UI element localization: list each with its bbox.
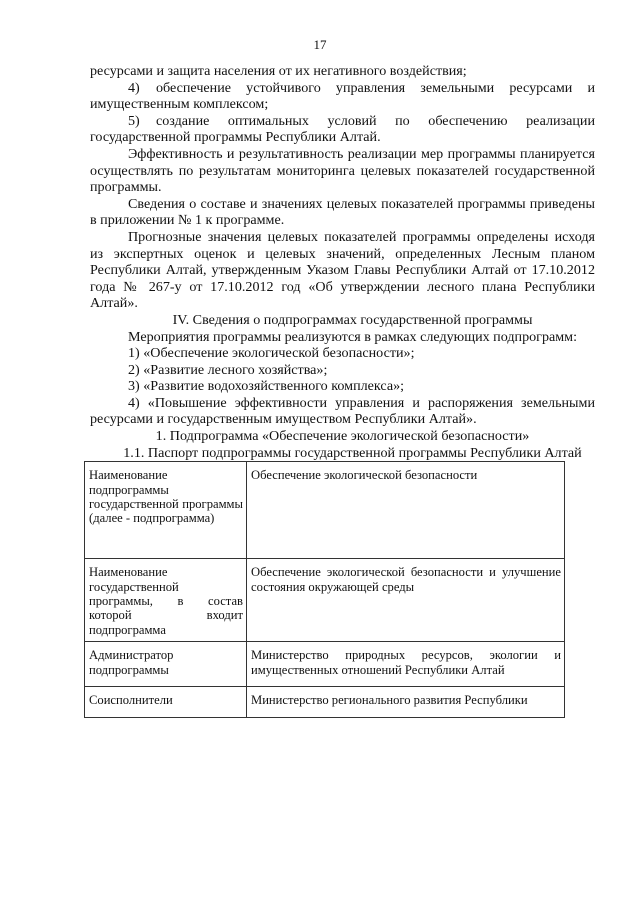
section-heading: IV. Сведения о подпрограммах государственной программы xyxy=(172,311,533,328)
subprogram-heading: 1. Подпрограмма «Обеспечение экологической безопасности» xyxy=(155,428,530,445)
paragraph-indicators: Сведения о составе и значениях целевых показателей программы приведены в приложении № 1 к программе. xyxy=(90,195,595,229)
passport-table xyxy=(84,461,565,718)
subprogram-list-item: 3) «Развитие водохозяйственного комплекса»; xyxy=(128,378,405,395)
list-item-text: создание оптимальных условий по обеспечению реализации xyxy=(156,112,595,129)
passport-heading: 1.1. Паспорт подпрограммы государственной программы Республики Алтай xyxy=(123,444,582,461)
table-row xyxy=(85,687,565,718)
list-item-continuation: имущественным комплексом; xyxy=(90,96,269,113)
document-body xyxy=(90,63,595,718)
table-cell-label: Соисполнители xyxy=(85,687,247,718)
subprogram-list-item: 4) «Повышение эффективности управления и распоряжения земельными ресурсами и государственным имуществом Республики Алтай». xyxy=(90,394,595,428)
list-item xyxy=(90,113,595,130)
table-cell-label: Наименование государственной программы, в состав которой входит подпрограмма xyxy=(85,559,247,642)
subprogram-list-item: 1) «Обеспечение экологической безопасности»; xyxy=(128,345,415,362)
paragraph-efficiency: Эффективность и результативность реализации мер программы планируется осуществлять по результатам мониторинга целевых показателей государственной программы. xyxy=(90,145,595,196)
table-cell-label: Администратор подпрограммы xyxy=(85,642,247,687)
page-number: 17 xyxy=(313,37,327,52)
table-cell-value: Обеспечение экологической безопасности и улучшение состояния окружающей среды xyxy=(247,559,565,642)
list-item-continuation: государственной программы Республики Алтай. xyxy=(90,129,381,146)
table-cell-label: Наименование подпрограммы государственной программы (далее - подпрограмма) xyxy=(85,462,247,559)
continuation-line: ресурсами и защита населения от их негативного воздействия; xyxy=(90,63,467,79)
list-item-text: обеспечение устойчивого управления земельными ресурсами и xyxy=(156,79,595,96)
table-cell-value: Министерство природных ресурсов, экологии и имущественных отношений Республики Алтай xyxy=(247,642,565,687)
list-item-number: 5) xyxy=(128,112,140,129)
subprograms-intro: Мероприятия программы реализуются в рамках следующих подпрограмм: xyxy=(128,328,578,345)
table-cell-value: Обеспечение экологической безопасности xyxy=(247,462,565,559)
table-row xyxy=(85,642,565,687)
table-cell-value: Министерство регионального развития Республики xyxy=(247,687,565,718)
table-row xyxy=(85,462,565,559)
list-item-number: 4) xyxy=(128,79,140,96)
table-row xyxy=(85,559,565,642)
list-item xyxy=(90,80,595,97)
paragraph-forecast: Прогнозные значения целевых показателей программы определены исходя из экспертных оценок и целевых значений, определенных Лесным планом Республики Алтай, утвержденным Указом Главы Республики Алтай от 17.10.2012 года № 267-у от 17.10.2012 год «Об утверждении лесного плана Республики Алтай». xyxy=(90,228,595,312)
subprogram-list-item: 2) «Развитие лесного хозяйства»; xyxy=(128,361,328,378)
